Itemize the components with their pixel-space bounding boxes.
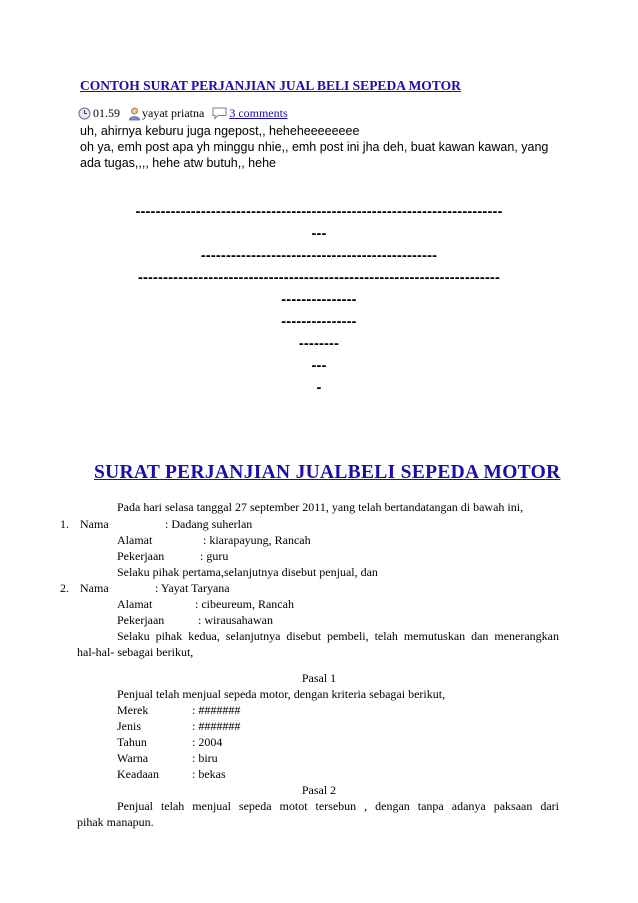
- letter-title: SURAT PERJANJIAN JUALBELI SEPEDA MOTOR: [94, 462, 561, 483]
- party1-address-value: : kiarapayung, Rancah: [203, 533, 311, 547]
- letter-intro: Pada hari selasa tanggal 27 september 2011, yang telah bertandatangan di bawah ini,: [117, 500, 524, 514]
- spec-value: : bekas: [192, 767, 226, 781]
- post-time: 01.59: [93, 105, 120, 120]
- party2-address-value: : cibeureum, Rancah: [195, 597, 294, 611]
- party2-address-label: Alamat: [117, 597, 153, 611]
- post-body-line: oh ya, emh post apa yh minggu nhie,, emh post ini jha deh, buat kawan kawan, yang: [80, 140, 549, 154]
- user-icon: [128, 105, 141, 120]
- party2-name-label: Nama: [80, 581, 109, 595]
- pasal1-text: Penjual telah menjual sepeda motor, dengan kriteria sebagai berikut,: [117, 687, 446, 701]
- dash-line: ---: [311, 226, 327, 242]
- party2-note-line1: Selaku pihak kedua, selanjutnya disebut pembeli, telah memutuskan dan menerangkan: [117, 629, 559, 643]
- party2-job-label: Pekerjaan: [117, 613, 165, 627]
- spec-value: : #######: [192, 703, 241, 717]
- spec-label: Merek: [117, 703, 149, 717]
- pasal2-heading: Pasal 2: [301, 783, 337, 797]
- dash-line: -: [316, 380, 322, 396]
- post-title[interactable]: CONTOH SURAT PERJANJIAN JUAL BELI SEPEDA MOTOR: [80, 78, 461, 93]
- dash-line: ---: [311, 358, 327, 374]
- comment-icon: [212, 106, 227, 121]
- party1-number: 1.: [60, 517, 69, 531]
- spec-value: : 2004: [192, 735, 223, 749]
- party1-job-value: : guru: [200, 549, 229, 563]
- post-author: yayat priatna: [142, 105, 205, 120]
- post-body-line: ada tugas,,,, hehe atw butuh,, hehe: [80, 156, 276, 170]
- pasal2-line1: Penjual telah menjual sepeda motot tersebun , dengan tanpa adanya paksaan dari: [117, 799, 559, 813]
- party1-name-label: Nama: [80, 517, 109, 531]
- spec-value: : #######: [192, 719, 241, 733]
- party2-number: 2.: [60, 581, 69, 595]
- dash-line: ------------------------------------------------------------------------: [137, 270, 501, 286]
- party1-note: Selaku pihak pertama,selanjutnya disebut penjual, dan: [117, 565, 378, 579]
- spec-label: Jenis: [117, 719, 141, 733]
- party1-job-label: Pekerjaan: [117, 549, 165, 563]
- post-meta: [78, 105, 288, 121]
- party2-note-line2: hal-hal- sebagai berikut,: [77, 645, 194, 659]
- spec-label: Keadaan: [117, 767, 159, 781]
- party2-job-value: : wirausahawan: [198, 613, 273, 627]
- spec-label: Tahun: [117, 735, 147, 749]
- pasal1-heading: Pasal 1: [301, 671, 337, 685]
- party1-address-label: Alamat: [117, 533, 153, 547]
- pasal2-line2: pihak manapun.: [77, 815, 154, 829]
- party1-name-value: : Dadang suherlan: [165, 517, 253, 531]
- dash-line: --------: [298, 336, 340, 352]
- party2-name-value: : Yayat Taryana: [155, 581, 230, 595]
- clock-icon: [78, 106, 91, 121]
- dash-line: ---------------: [281, 292, 357, 308]
- post-body-line: uh, ahirnya keburu juga ngepost,, heheheeeeeeee: [80, 124, 360, 138]
- dash-line: -----------------------------------------------: [200, 248, 438, 264]
- comments-link[interactable]: 3 comments: [229, 105, 288, 120]
- dash-line: -------------------------------------------------------------------------: [135, 204, 503, 220]
- dash-line: ---------------: [281, 314, 357, 330]
- spec-value: : biru: [192, 751, 218, 765]
- spec-label: Warna: [117, 751, 149, 765]
